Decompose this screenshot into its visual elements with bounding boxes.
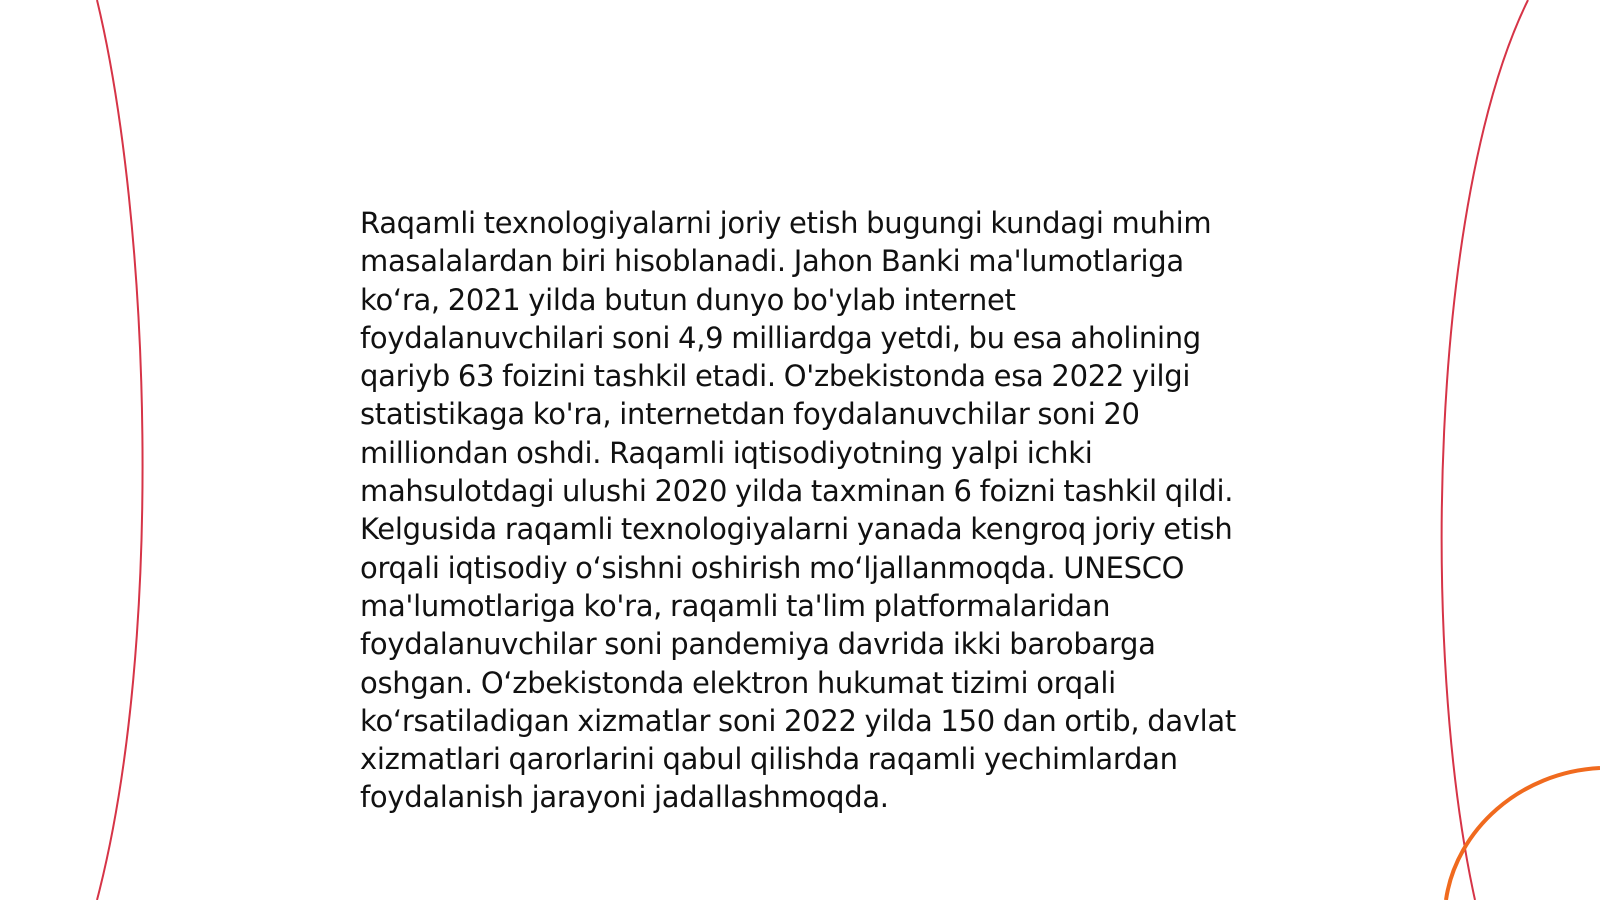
left-curve-line <box>97 0 143 900</box>
body-paragraph: Raqamli texnologiyalarni joriy etish bugungi kundagi muhim masalalardan biri hisoblanadi. Jahon Banki ma'lumotlariga koʻra, 2021 yilda butun dunyo bo'ylab internet foydalanuvchilari soni 4,9 milliardga yetdi, bu esa aholining qariyb 63 foizini tashkil etadi. O'zbekistonda esa 2022 yilgi statistikaga ko'ra, internetdan foydalanuvchilar soni 20 milliondan oshdi. Raqamli iqtisodiyotning yalpi ichki mahsulotdagi ulushi 2020 yilda taxminan 6 foizni tashkil qildi. Kelgusida raqamli texnologiyalarni yanada kengroq joriy etish orqali iqtisodiy oʻsishni oshirish moʻljallanmoqda. UNESCO ma'lumotlariga ko'ra, raqamli ta'lim platformalaridan foydalanuvchilar soni pandemiya davrida ikki barobarga oshgan. Oʻzbekistonda elektron hukumat tizimi orqali koʻrsatiladigan xizmatlar soni 2022 yilda 150 dan ortib, davlat xizmatlari qarorlarini qabul qilishda raqamli yechimlardan foydalanish jarayoni jadallashmoqda. <box>360 206 1236 815</box>
orange-arc <box>1446 768 1600 900</box>
right-curve-line <box>1442 0 1528 900</box>
